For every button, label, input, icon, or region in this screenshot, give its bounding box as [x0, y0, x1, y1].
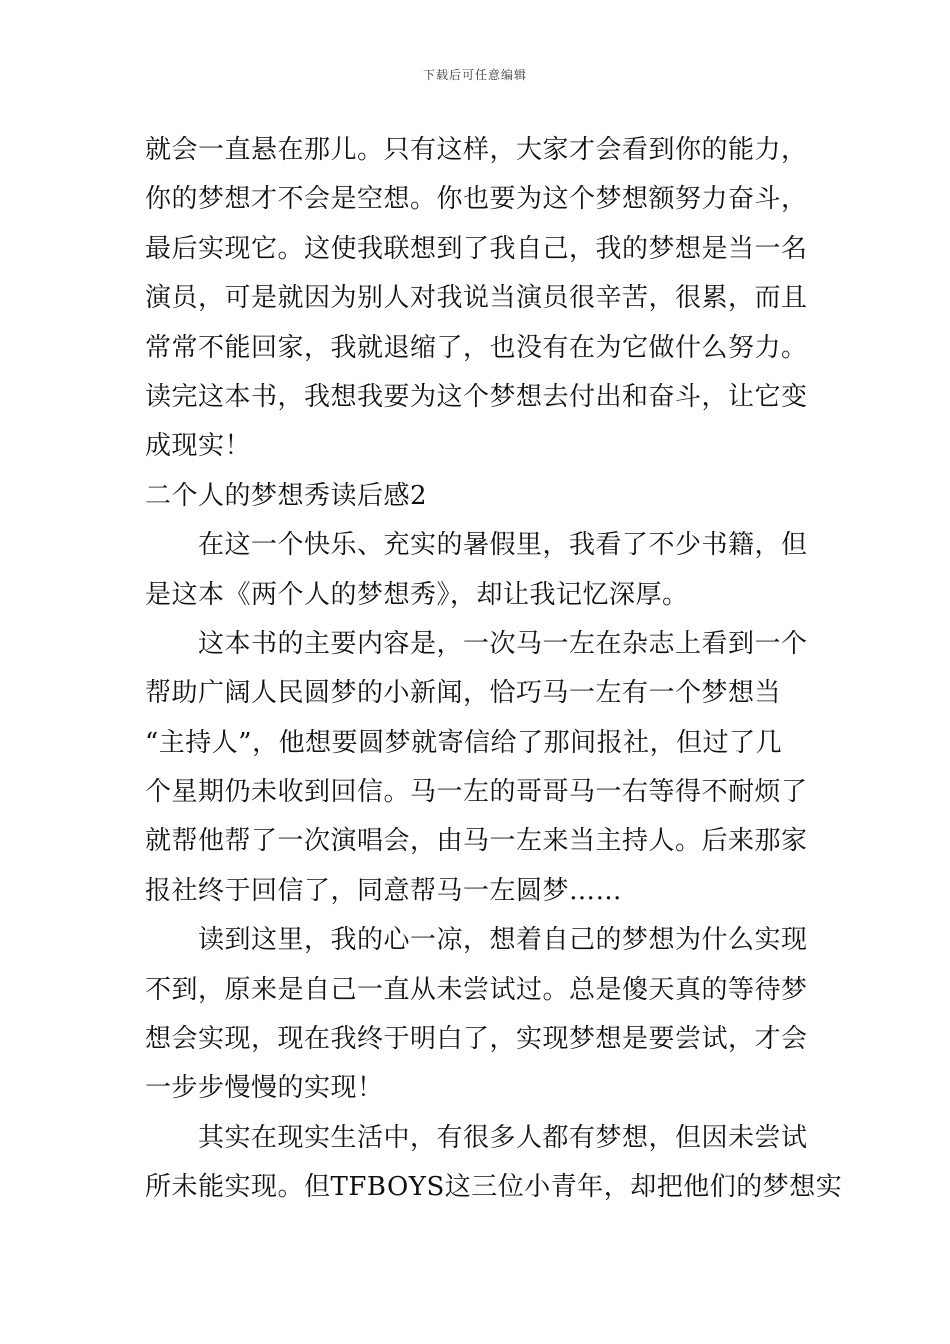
- text-line: 就会一直悬在那儿。只有这样，大家才会看到你的能力，: [145, 135, 808, 165]
- text-line: 个星期仍未收到回信。马一左的哥哥马一右等得不耐烦了: [145, 777, 808, 808]
- text-line: 想会实现，现在我终于明白了，实现梦想是要尝试，才会: [145, 1024, 808, 1055]
- paragraph-first-line: 其实在现实生活中，有很多人都有梦想，但因未尝试: [198, 1122, 808, 1153]
- document-body: [145, 126, 843, 1213]
- text-line: 演员，可是就因为别人对我说当演员很辛苦，很累，而且: [145, 283, 808, 314]
- text-line: “主持人”，他想要圆梦就寄信给了那间报社，但过了几: [145, 727, 783, 758]
- section-heading: 二个人的梦想秀读后感2: [145, 480, 428, 511]
- text-line: 常常不能回家，我就退缩了，也没有在为它做什么努力。: [145, 332, 808, 363]
- text-line: 你的梦想才不会是空想。你也要为这个梦想额努力奋斗，: [145, 184, 808, 215]
- paragraph-first-line: 这本书的主要内容是，一次马一左在杂志上看到一个: [198, 628, 808, 659]
- text-line: 读完这本书，我想我要为这个梦想去付出和奋斗，让它变: [145, 381, 808, 412]
- text-line: 是这本《两个人的梦想秀》，却让我记忆深厚。: [145, 579, 689, 610]
- paragraph-first-line: 在这一个快乐、充实的暑假里，我看了不少书籍，但: [198, 530, 808, 561]
- text-line: 成现实！: [145, 431, 252, 462]
- text-line: 最后实现它。这使我联想到了我自己，我的梦想是当一名: [145, 233, 808, 264]
- text-line: 报社终于回信了，同意帮马一左圆梦……: [145, 875, 623, 906]
- page-header: 下载后可任意编辑: [422, 68, 527, 82]
- text-line: 就帮他帮了一次演唱会，由马一左来当主持人。后来那家: [145, 826, 808, 857]
- text-line: 帮助广阔人民圆梦的小新闻，恰巧马一左有一个梦想当: [145, 678, 782, 709]
- text-line: 一步步慢慢的实现！: [145, 1073, 384, 1104]
- text-line: 所未能实现。但TFBOYS这三位小青年，却把他们的梦想实: [145, 1172, 843, 1203]
- text-line: 不到，原来是自己一直从未尝试过。总是傻天真的等待梦: [145, 974, 808, 1005]
- paragraph-first-line: 读到这里，我的心一凉，想着自己的梦想为什么实现: [198, 925, 808, 956]
